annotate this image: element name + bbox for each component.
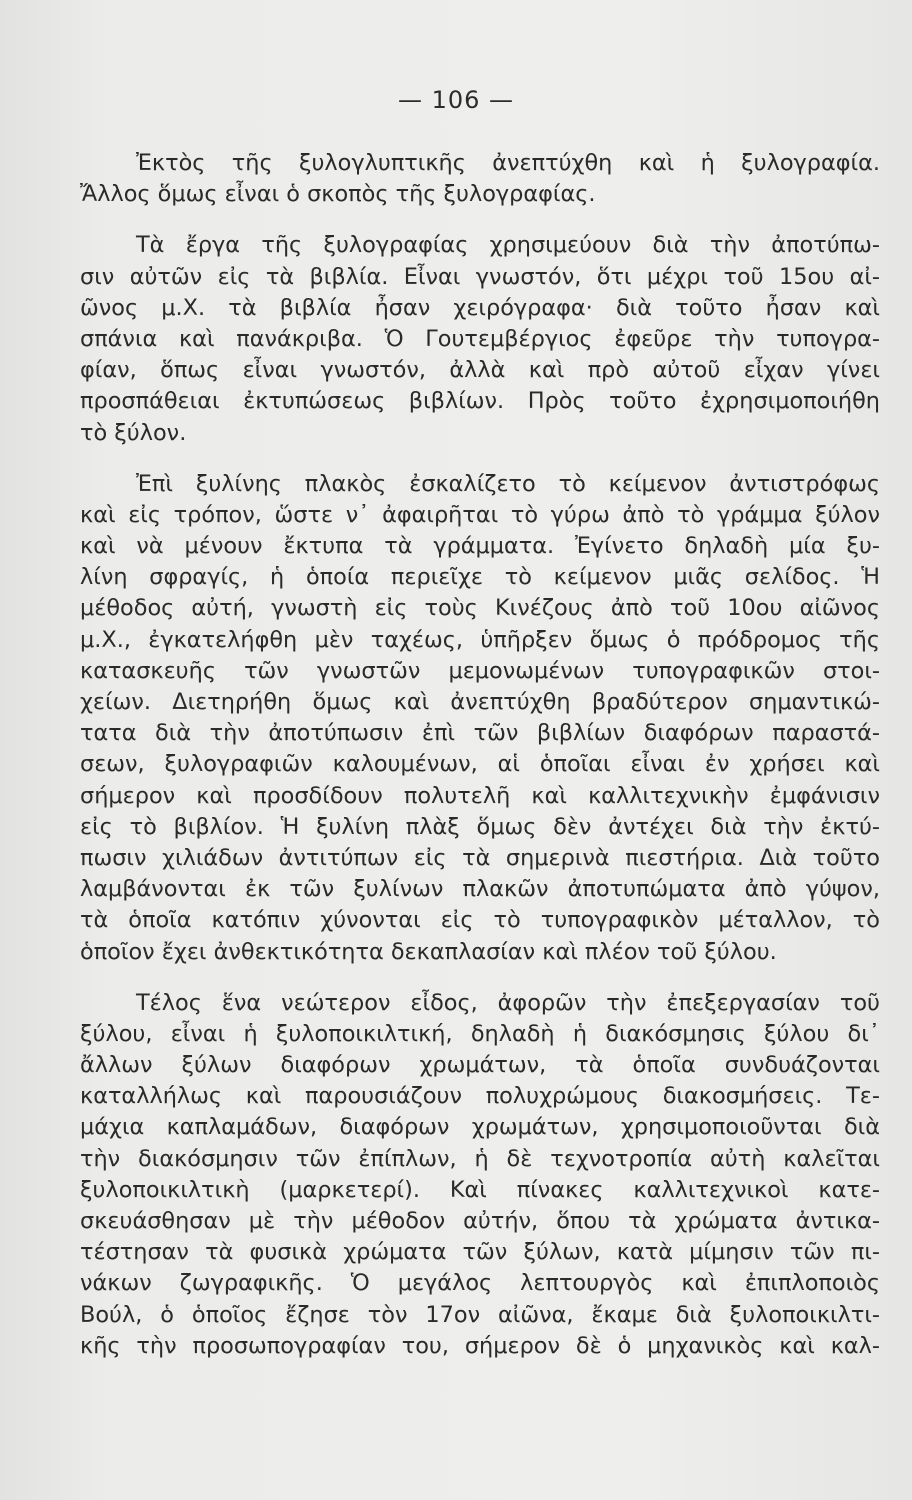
text-line: ἄλλων ξύλων διαφόρων χρωμάτων, τὰ ὁποῖα συνδυάζονται	[80, 1052, 880, 1079]
text-line: Τὰ ἔργα τῆς ξυλογραφίας χρησιμεύουν διὰ τὴν ἀποτύπω-	[136, 232, 880, 259]
text-line: Ἄλλος ὅμως εἶναι ὁ σκοπὸς τῆς ξυλογραφίας.	[80, 181, 596, 208]
text-line: κῆς τὴν προσωπογραφίαν του, σήμερον δὲ ὁ μηχανικὸς καὶ καλ-	[80, 1332, 880, 1359]
text-line: προσπάθειαι ἐκτυπώσεως βιβλίων. Πρὸς τοῦτο ἐχρησιμοποιήθη	[80, 388, 880, 415]
text-line: λαμβάνονται ἐκ τῶν ξυλίνων πλακῶν ἀποτυπώματα ἀπὸ γύψον,	[80, 876, 880, 903]
text-line: χείων. Διετηρήθη ὅμως καὶ ἀνεπτύχθη βραδύτερον σημαντικώ-	[80, 689, 880, 715]
text-line: μ.Χ., ἐγκατελήφθη μὲν ταχέως, ὑπῆρξεν ὅμως ὁ πρόδρομος τῆς	[80, 626, 880, 653]
text-line: τὰ ὁποῖα κατόπιν χύνονται εἰς τὸ τυπογραφικὸν μέταλλον, τὸ	[80, 907, 880, 934]
text-line: καὶ νὰ μένουν ἔκτυπα τὰ γράμματα. Ἐγίνετο δηλαδὴ μία ξυ-	[80, 533, 880, 560]
text-line: τατα διὰ τὴν ἀποτύπωσιν ἐπὶ τῶν βιβλίων διαφόρων παραστά-	[80, 720, 880, 747]
text-line: τὴν διακόσμησιν τῶν ἐπίπλων, ἡ δὲ τεχνοτροπία αὐτὴ καλεῖται	[80, 1145, 880, 1172]
text-line: Ἐκτὸς τῆς ξυλογλυπτικῆς ἀνεπτύχθη καὶ ἡ ξυλογραφία.	[136, 150, 880, 176]
body-text	[80, 148, 880, 1362]
paragraph-4	[80, 988, 880, 1362]
text-line: Ἐπὶ ξυλίνης πλακὸς ἐσκαλίζετο τὸ κείμενον ἀντιστρόφως	[136, 470, 880, 497]
text-line: φίαν, ὅπως εἶναι γνωστόν, ἀλλὰ καὶ πρὸ αὐτοῦ εἶχαν γίνει	[80, 357, 880, 384]
text-line: Βούλ, ὁ ὁποῖος ἔζησε τὸν 17ον αἰῶνα, ἔκαμε διὰ ξυλοποικιλτι-	[80, 1301, 880, 1328]
text-line: ῶνος μ.Χ. τὰ βιβλία ἦσαν χειρόγραφα· διὰ τοῦτο ἦσαν καὶ	[80, 294, 880, 321]
text-line: καταλλήλως καὶ παρουσιάζουν πολυχρώμους διακοσμήσεις. Τε-	[80, 1083, 880, 1110]
text-line: μάχια καπλαμάδων, διαφόρων χρωμάτων, χρησιμοποιοῦνται διὰ	[80, 1114, 880, 1141]
text-line: σπάνια καὶ πανάκριβα. Ὁ Γουτεμβέργιος ἐφεῦρε τὴν τυπογρα-	[80, 325, 880, 352]
text-line: λίνη σφραγίς, ἡ ὁποία περιεῖχε τὸ κείμενον μιᾶς σελίδος. Ἡ	[80, 564, 880, 591]
page-number: — 106 —	[397, 86, 515, 114]
text-line: ξυλοποικιλτικὴ (μαρκετερί). Καὶ πίνακες καλλιτεχνικοὶ κατε-	[80, 1176, 880, 1203]
text-line: τὸ ξύλον.	[80, 419, 187, 446]
text-line: εἰς τὸ βιβλίον. Ἡ ξυλίνη πλὰξ ὅμως δὲν ἀντέχει διὰ τὴν ἐκτύ-	[80, 813, 880, 840]
text-line: σκευάσθησαν μὲ τὴν μέθοδον αὐτήν, ὅπου τὰ χρώματα ἀντικα-	[80, 1208, 880, 1234]
paragraph-1	[80, 148, 880, 210]
paragraph-2	[80, 230, 880, 448]
text-line: σεων, ξυλογραφιῶν καλουμένων, αἱ ὁποῖαι εἶναι ἐν χρήσει καὶ	[80, 751, 880, 778]
text-line: ὁποῖον ἔχει ἀνθεκτικότητα δεκαπλασίαν καὶ πλέον τοῦ ξύλου.	[80, 938, 777, 965]
text-line: σιν αὐτῶν εἰς τὰ βιβλία. Εἶναι γνωστόν, ὅτι μέχρι τοῦ 15ου αἰ-	[80, 263, 880, 290]
text-line: καὶ εἰς τρόπον, ὥστε ν᾽ ἀφαιρῆται τὸ γύρω ἀπὸ τὸ γράμμα ξύλον	[80, 501, 880, 528]
text-line: ξύλου, εἶναι ἡ ξυλοποικιλτική, δηλαδὴ ἡ διακόσμησις ξύλου δι᾽	[80, 1020, 880, 1047]
text-line: πωσιν χιλιάδων ἀντιτύπων εἰς τὰ σημερινὰ πιεστήρια. Διὰ τοῦτο	[80, 844, 880, 871]
text-line: νάκων ζωγραφικῆς. Ὁ μεγάλος λεπτουργὸς καὶ ἐπιπλοποιὸς	[80, 1270, 880, 1297]
text-line: Τέλος ἕνα νεώτερον εἶδος, ἀφορῶν τὴν ἐπεξεργασίαν τοῦ	[136, 989, 880, 1016]
text-line: σήμερον καὶ προσδίδουν πολυτελῆ καὶ καλλιτεχνικὴν ἐμφάνισιν	[80, 782, 880, 809]
text-line: τέστησαν τὰ φυσικὰ χρώματα τῶν ξύλων, κατὰ μίμησιν τῶν πι-	[80, 1239, 880, 1266]
paragraph-3	[80, 469, 880, 968]
text-line: μέθοδος αὐτή, γνωστὴ εἰς τοὺς Κινέζους ἀπὸ τοῦ 10ου αἰῶνος	[80, 595, 880, 622]
text-line: κατασκευῆς τῶν γνωστῶν μεμονωμένων τυπογραφικῶν στοι-	[80, 657, 880, 684]
